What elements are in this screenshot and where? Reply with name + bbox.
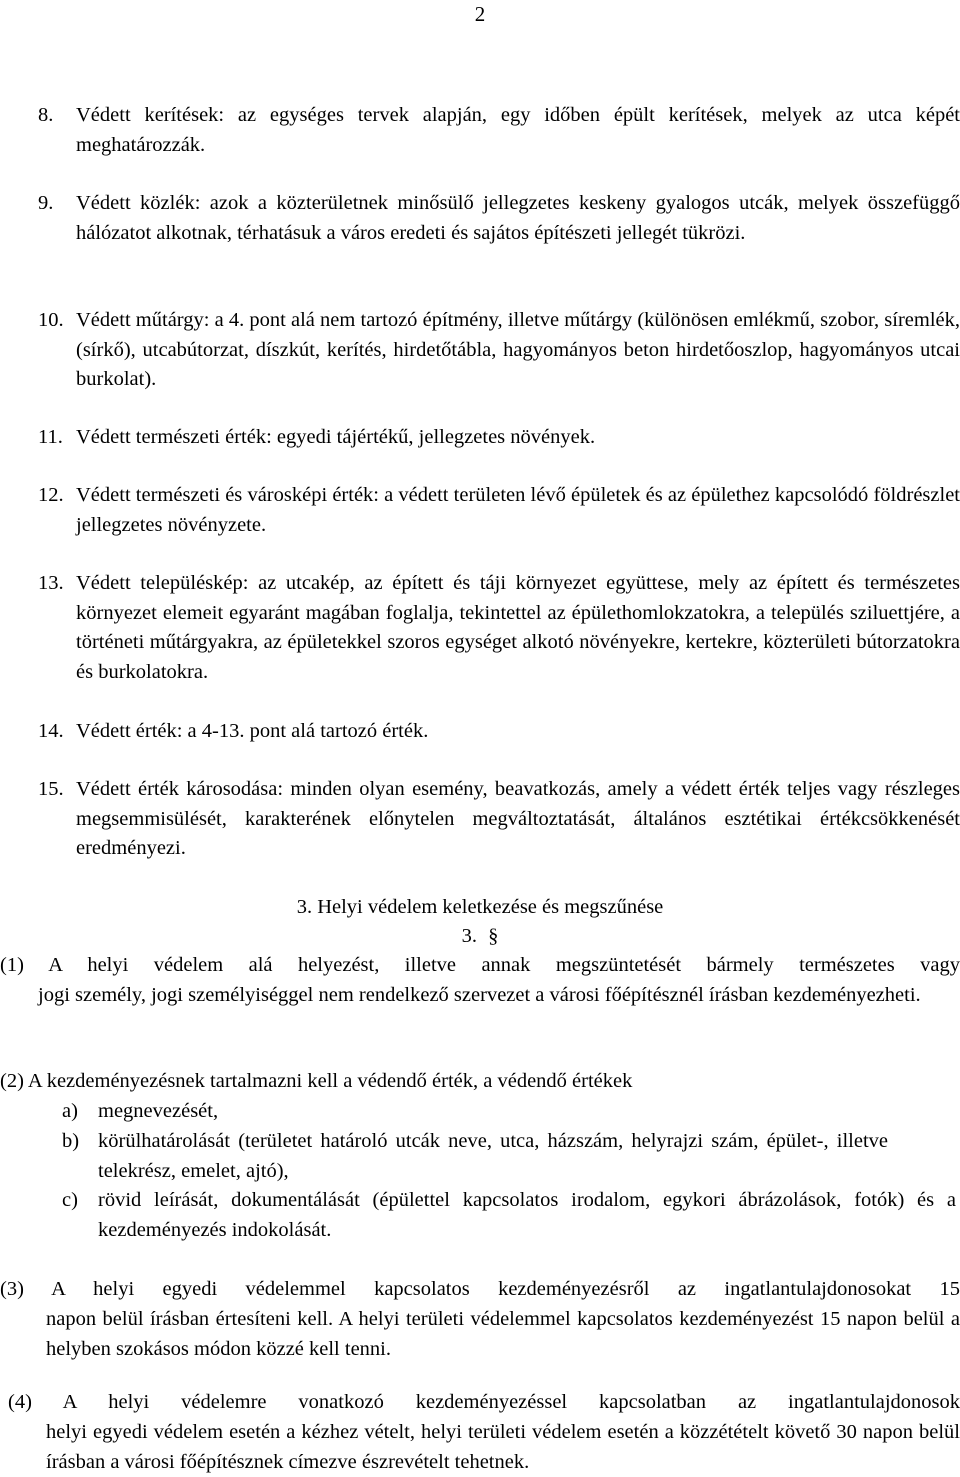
list-item-c: [0, 1186, 960, 1246]
definition-13: [0, 569, 960, 689]
list-item-text: megnevezését,: [98, 1100, 219, 1122]
definition-number: 14.: [38, 720, 64, 742]
definition-text: Védett műtárgy: a 4. pont alá nem tartozó építmény, illetve műtárgy (különösen emlékmű, szobor, síremlék, (sírkő), utcabútorzat, díszkút, kerítés, hirdetőtábla, hagyományos beton hirdetőoszlop, hagyományos utcai burkolat).: [76, 309, 960, 390]
definition-12: [0, 481, 960, 541]
paragraph-number: 3.: [461, 925, 477, 947]
definition-text: Védett településkép: az utcakép, az épített és táji környezet együttese, mely az épített és természetes környezet elemeit egyaránt magában foglalja, tekintettel az épülethomlokzatokra, a település sziluettjére, a történeti műtárgyakra, az épületekkel szoros egységet alkotó növényekre, kertekre, közterületi bútorzatokra és burkolatokra.: [76, 572, 960, 683]
definition-number: 8.: [38, 104, 54, 126]
definition-text: Védett természeti és városképi érték: a védett területen lévő épületek és az épülethez kapcsolódó földrészlet jellegzetes növényzete.: [76, 484, 960, 536]
section-sign-icon: §: [488, 925, 499, 947]
paragraph-first-line: (1) A helyi védelem alá helyezést, illetve annak megszüntetését bármely természetes vagy: [0, 954, 960, 976]
definition-14: [0, 717, 960, 747]
definition-10: [0, 306, 960, 396]
list-item-label: c): [62, 1189, 78, 1211]
definition-text: Védett kerítések: az egységes tervek alapján, egy időben épült kerítések, melyek az utca képét meghatározzák.: [76, 104, 960, 156]
list-item-label: b): [62, 1130, 80, 1152]
page-number: 2: [474, 2, 486, 26]
list-item-text: körülhatárolását (területet határoló utcák neve, utca, házszám, helyrajzi szám, épület-, illetve telekrész, emelet, ajtó),: [98, 1130, 888, 1182]
definition-8: [0, 101, 960, 161]
paragraph-text: helyi egyedi védelem esetén a kézhez vételt, helyi területi védelem esetén a közzétételt követő 30 napon belül írásban a városi főépítésznek címezve észrevételt tehetnek.: [46, 1421, 960, 1473]
paragraph-2: [0, 1067, 960, 1097]
chapter-title: 3. Helyi védelem keletkezése és megszűnése: [296, 896, 664, 918]
definition-number: 15.: [38, 778, 64, 800]
definition-number: 11.: [38, 426, 63, 448]
definition-11: [0, 423, 960, 453]
definition-text: Védett közlék: azok a közterületnek minősülő jellegzetes keskeny gyalogos utcák, melyek összefüggő hálózatot alkotnak, térhatásuk a város eredeti és sajátos építészeti jellegét tükrözi.: [76, 192, 960, 244]
paragraph-text: jogi személy, jogi személyiséggel nem rendelkező szervezet a városi főépítésznél írásban kezdeményezheti.: [38, 984, 921, 1006]
paragraph-text: napon belül írásban értesíteni kell. A helyi területi védelemmel kapcsolatos kezdeményezést 15 napon belül a helyben szokásos módon közzé kell tenni.: [46, 1308, 960, 1360]
list-item-b: [0, 1127, 960, 1187]
definition-number: 12.: [38, 484, 64, 506]
paragraph-first-line: (3) A helyi egyedi védelemmel kapcsolatos kezdeményezésről az ingatlantulajdonosokat 15: [0, 1278, 960, 1300]
paragraph-3: [0, 1275, 960, 1365]
paragraph-heading: [0, 922, 960, 952]
definition-9: [0, 189, 960, 279]
definition-number: 13.: [38, 572, 64, 594]
paragraph-first-line: (2) A kezdeményezésnek tartalmazni kell a védendő érték, a védendő értékek: [0, 1070, 633, 1092]
definition-text: Védett érték: a 4-13. pont alá tartozó érték.: [76, 720, 429, 742]
paragraph-4: [0, 1388, 960, 1477]
definition-text: Védett természeti érték: egyedi tájértékű, jellegzetes növények.: [76, 426, 596, 448]
paragraph-1: [0, 951, 960, 1041]
list-item-label: a): [62, 1100, 78, 1122]
paragraph-first-line: (4) A helyi védelemre vonatkozó kezdeményezéssel kapcsolatban az ingatlantulajdonosok: [8, 1391, 960, 1413]
definition-text: Védett érték károsodása: minden olyan esemény, beavatkozás, amely a védett érték teljes vagy részleges megsemmisülését, karakterének előnytelen megváltoztatását, általános esztétikai értékcsökkenését eredményezi.: [76, 778, 960, 859]
list-item-a: [0, 1097, 960, 1127]
definition-number: 10.: [38, 309, 64, 331]
definition-number: 9.: [38, 192, 54, 214]
list-item-text: rövid leírását, dokumentálását (épülettel kapcsolatos irodalom, egykori ábrázolások, fotók) és a kezdeményezés indokolását.: [98, 1189, 956, 1241]
definition-15: [0, 775, 960, 865]
